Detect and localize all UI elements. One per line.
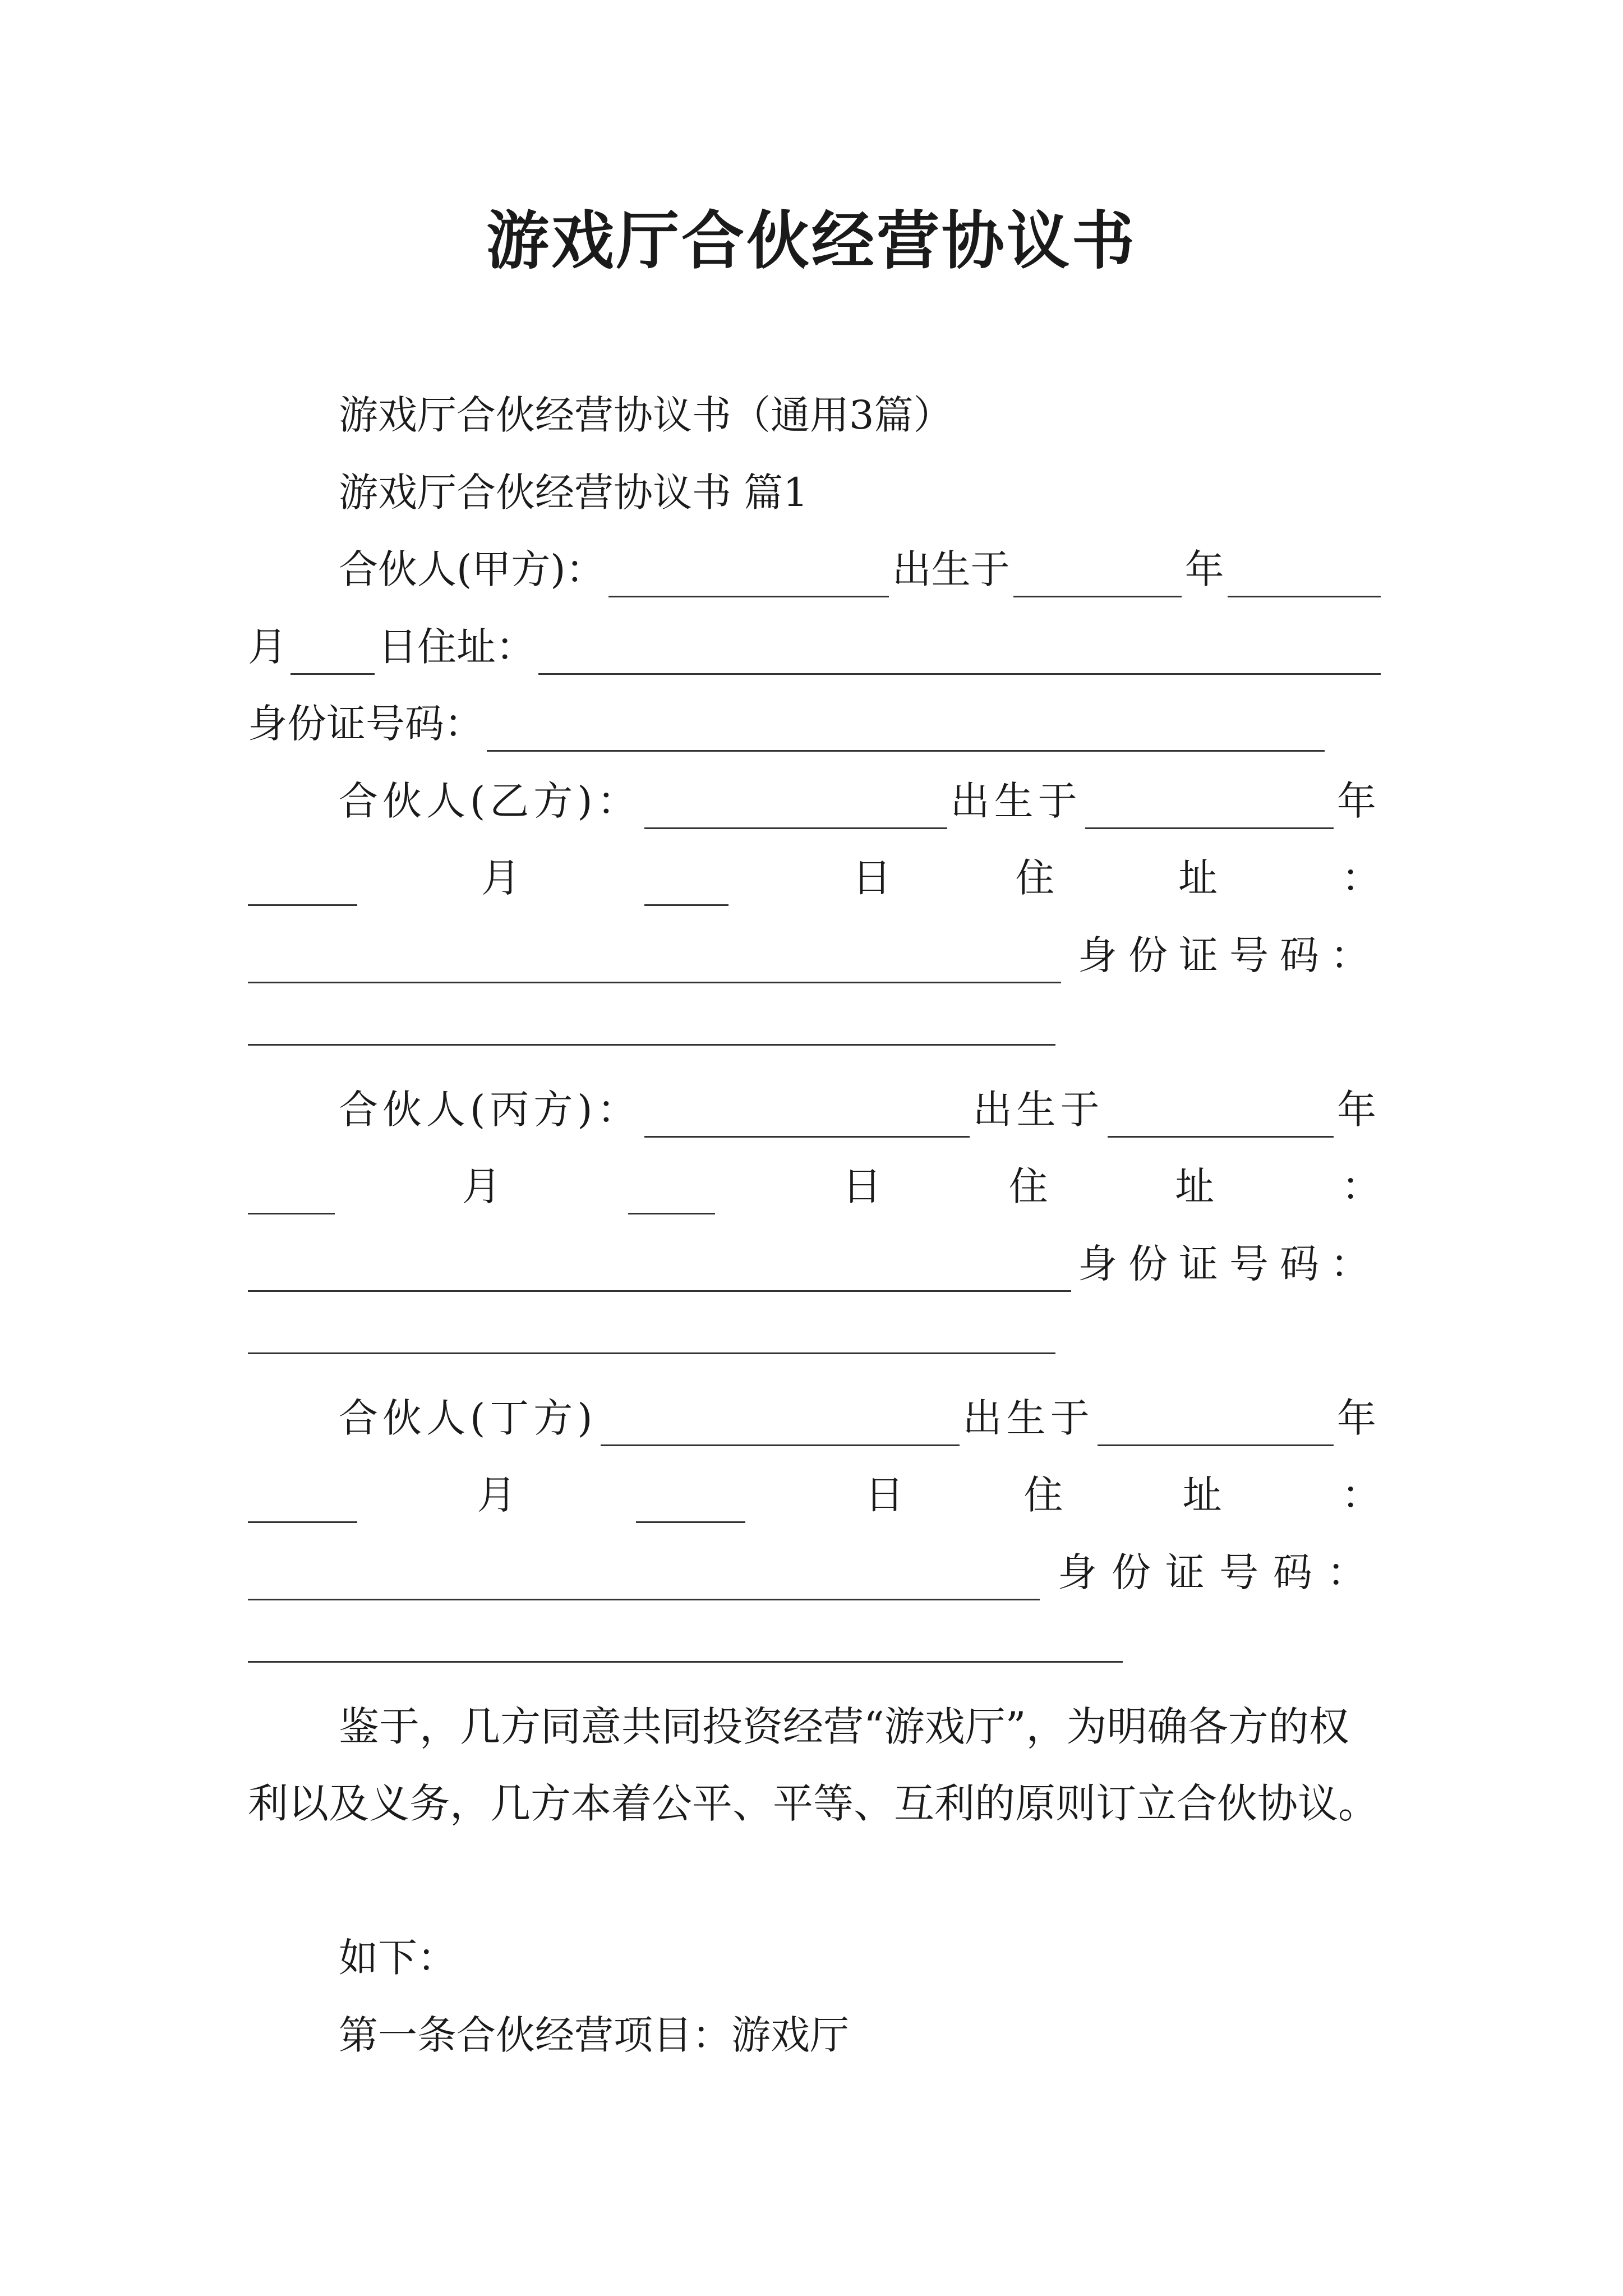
party-c-year-blank xyxy=(1108,1096,1334,1138)
party-b-colon: ： xyxy=(1341,855,1381,901)
rusui-line: 如下： xyxy=(339,1935,457,1981)
party-b-zhu: 住 xyxy=(1015,855,1055,901)
party-d-label: 合伙人(丁方) xyxy=(339,1395,597,1441)
party-a-year-blank xyxy=(1013,555,1182,597)
party-b-label: 合伙人(乙方)： xyxy=(339,778,641,824)
section-heading: 游戏厅合伙经营协议书 篇1 xyxy=(339,470,808,516)
party-d-line-3 xyxy=(248,1544,1381,1600)
party-d-month-label: 月 xyxy=(477,1472,517,1518)
party-a-address-blank xyxy=(538,633,1381,675)
party-a-id-label: 身份证号码： xyxy=(248,701,483,747)
party-c-zhi: 址 xyxy=(1175,1163,1215,1209)
party-d-month-blank xyxy=(248,1481,357,1523)
subtitle: 游戏厅合伙经营协议书（通用3篇） xyxy=(339,392,953,438)
body-text: 鉴于，几方同意共同投资经营“游戏厅”，为明确各方的权利以及义务，几方本着公平、平等、互利的原则订立合伙协议。 xyxy=(248,1703,1379,1827)
party-c-line-2 xyxy=(248,1158,1381,1214)
party-d-line-1 xyxy=(339,1390,1381,1446)
party-b-day-label: 日 xyxy=(852,855,892,901)
party-d-born-label: 出生于 xyxy=(962,1395,1094,1441)
party-b-line-4 xyxy=(248,1004,1381,1060)
party-b-year-label: 年 xyxy=(1337,778,1381,824)
party-d-name-blank xyxy=(601,1404,960,1446)
article-1: 第一条合伙经营项目：游戏厅 xyxy=(339,2012,849,2058)
party-a-day-blank xyxy=(291,633,375,675)
party-c-month-label: 月 xyxy=(462,1163,501,1209)
party-c-year-label: 年 xyxy=(1337,1087,1381,1133)
party-a-address-label: 日住址： xyxy=(378,624,535,670)
party-a-born-label: 出生于 xyxy=(892,546,1010,592)
party-d-year-label: 年 xyxy=(1337,1395,1381,1441)
party-d-id-blank xyxy=(248,1622,1123,1663)
party-a-month-label: 月 xyxy=(248,624,287,670)
party-c-line-4 xyxy=(248,1313,1381,1369)
party-b-id-label: 身份证号码： xyxy=(1078,932,1381,978)
party-c-line-3 xyxy=(248,1236,1381,1292)
party-d-day-blank xyxy=(636,1481,745,1523)
party-d-colon: ： xyxy=(1341,1472,1381,1518)
party-b-day-blank xyxy=(644,864,728,906)
party-b-id-blank xyxy=(248,1005,1055,1046)
party-d-zhu: 住 xyxy=(1023,1472,1063,1518)
party-b-line-3 xyxy=(248,927,1381,983)
party-c-id-blank xyxy=(248,1313,1055,1354)
party-b-address-blank xyxy=(248,941,1061,983)
party-a-month-blank xyxy=(1228,555,1381,597)
party-b-born-label: 出生于 xyxy=(950,778,1082,824)
party-d-year-blank xyxy=(1098,1404,1334,1446)
party-c-label: 合伙人(丙方)： xyxy=(339,1087,641,1133)
party-d-address-blank xyxy=(248,1558,1040,1600)
party-d-line-2 xyxy=(248,1467,1381,1523)
party-c-name-blank xyxy=(644,1096,970,1138)
document-title: 游戏厅合伙经营协议书 xyxy=(486,204,1137,278)
party-a-name-blank xyxy=(608,555,889,597)
party-c-month-blank xyxy=(248,1172,335,1214)
party-c-day-label: 日 xyxy=(842,1163,882,1209)
party-d-day-label: 日 xyxy=(864,1472,904,1518)
party-a-id-blank xyxy=(487,710,1325,752)
party-d-zhi: 址 xyxy=(1182,1472,1222,1518)
party-c-address-blank xyxy=(248,1250,1071,1292)
party-d-line-4 xyxy=(248,1621,1381,1677)
party-b-zhi: 址 xyxy=(1178,855,1218,901)
party-c-line-1 xyxy=(339,1082,1381,1138)
party-a-line-2 xyxy=(248,619,1381,675)
party-a-line-1 xyxy=(339,541,1381,597)
party-b-year-blank xyxy=(1085,787,1334,829)
party-b-line-2 xyxy=(248,850,1381,906)
party-c-id-label: 身份证号码： xyxy=(1078,1241,1381,1287)
party-c-day-blank xyxy=(628,1172,715,1214)
party-b-line-1 xyxy=(339,773,1381,829)
party-d-id-label: 身份证号码： xyxy=(1058,1549,1381,1595)
party-b-month-label: 月 xyxy=(481,855,520,901)
party-c-born-label: 出生于 xyxy=(972,1087,1104,1133)
party-a-line-3 xyxy=(248,696,1325,752)
party-b-month-blank xyxy=(248,864,357,906)
party-c-colon: ： xyxy=(1341,1163,1381,1209)
party-c-zhu: 住 xyxy=(1008,1163,1048,1209)
party-a-label: 合伙人(甲方)： xyxy=(339,546,605,592)
body-paragraph xyxy=(248,1688,1381,1842)
party-a-year-label: 年 xyxy=(1184,546,1224,592)
party-b-name-blank xyxy=(644,787,947,829)
